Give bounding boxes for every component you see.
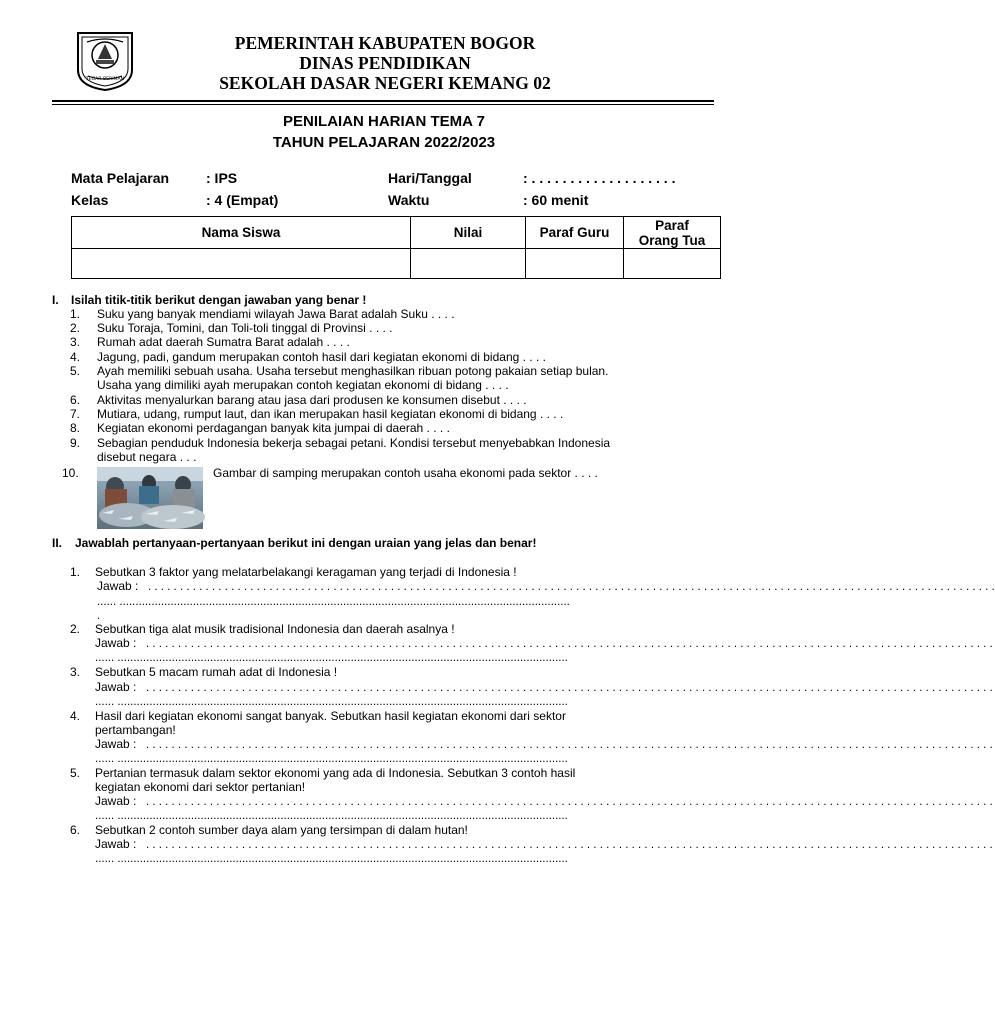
logo-motto: TEGAR BERIMAN	[85, 77, 125, 82]
essay-q1-answer-line2[interactable]: ...... .............................................................................................................................................	[97, 596, 570, 608]
score-cell[interactable]	[411, 249, 526, 279]
essay-q5-number: 5.	[70, 766, 81, 780]
section2-heading: Jawablah pertanyaan-pertanyaan berikut ini dengan uraian yang jelas dan benar!	[75, 536, 537, 550]
q6-number: 6.	[70, 393, 81, 407]
essay-q6-answer-line2[interactable]: ...... .............................................................................................................................................	[95, 853, 568, 865]
header-department: DINAS PENDIDIKAN	[299, 53, 471, 73]
q4-number: 4.	[70, 350, 81, 364]
time-label: Waktu	[388, 192, 430, 208]
parent-initial-cell[interactable]	[624, 249, 721, 279]
time-value: : 60 menit	[523, 192, 589, 208]
essay-q3-answer-label: Jawab :	[95, 680, 137, 694]
q6-text: Aktivitas menyalurkan barang atau jasa dari produsen ke konsumen disebut . . . .	[97, 393, 527, 407]
essay-q1-trailing-dot: .	[97, 610, 101, 622]
essay-q5-answer-line2[interactable]: ...... .............................................................................................................................................	[95, 810, 568, 822]
col-parent-initial-line2: Orang Tua	[638, 232, 706, 248]
q3-number: 3.	[70, 335, 81, 349]
essay-q3-number: 3.	[70, 665, 81, 679]
exam-title: PENILAIAN HARIAN TEMA 7	[283, 113, 485, 130]
essay-q3-answer-line1[interactable]: . . . . . . . . . . . . . . . . . . . . . . . . . . . . . . . . . . . . . . . . . . . . . . . . . . . . . . . . . . . . . . . . . . . . . . . . . . . . . . . . . . . . . . . . . . . . . . . . . . . . . . . . . . . . . . . . . . . . . . . . . . . . . . . . . . . . .	[146, 682, 993, 694]
section2-numeral: II.	[52, 536, 63, 550]
col-parent-initial	[624, 217, 721, 249]
q10-number: 10.	[62, 466, 79, 480]
essay-q1-number: 1.	[70, 565, 81, 579]
score-table-header	[72, 217, 721, 249]
q5-number: 5.	[70, 364, 81, 378]
subject-value: : IPS	[206, 170, 238, 186]
q2-text: Suku Toraja, Tomini, dan Toli-toli tinggal di Provinsi . . . .	[97, 321, 393, 335]
q3-text: Rumah adat daerah Sumatra Barat adalah . . . .	[97, 335, 350, 349]
score-table-row	[72, 249, 721, 279]
essay-q2-text: Sebutkan tiga alat musik tradisional Indonesia dan daerah asalnya !	[95, 622, 455, 636]
essay-q5-answer-label: Jawab :	[95, 794, 137, 808]
q9-text-line2: disebut negara . . .	[97, 450, 197, 464]
essay-q4-answer-line1[interactable]: . . . . . . . . . . . . . . . . . . . . . . . . . . . . . . . . . . . . . . . . . . . . . . . . . . . . . . . . . . . . . . . . . . . . . . . . . . . . . . . . . . . . . . . . . . . . . . . . . . . . . . . . . . . . . . . . . . . . . . . . . . . . . . . . . . . . .	[146, 739, 993, 751]
date-value[interactable]: : . . . . . . . . . . . . . . . . . . .	[523, 170, 676, 186]
header-school: SEKOLAH DASAR NEGERI KEMANG 02	[219, 73, 551, 93]
essay-q6-number: 6.	[70, 823, 81, 837]
date-label: Hari/Tanggal	[388, 170, 472, 186]
essay-q3-answer-line2[interactable]: ...... .............................................................................................................................................	[95, 696, 568, 708]
essay-q6-answer-line1[interactable]: . . . . . . . . . . . . . . . . . . . . . . . . . . . . . . . . . . . . . . . . . . . . . . . . . . . . . . . . . . . . . . . . . . . . . . . . . . . . . . . . . . . . . . . . . . . . . . . . . . . . . . . . . . . . . . . . . . . . . . . . . . . . . . . . . . . . .	[146, 839, 993, 851]
section1-numeral: I.	[52, 293, 59, 307]
essay-q4-text-line1: Hasil dari kegiatan ekonomi sangat banyak. Sebutkan hasil kegiatan ekonomi dari sektor	[95, 709, 566, 723]
essay-q3-text: Sebutkan 5 macam rumah adat di Indonesia !	[95, 665, 338, 679]
essay-q4-number: 4.	[70, 709, 81, 723]
essay-q5-text-line2: kegiatan ekonomi dari sektor pertanian!	[95, 780, 306, 794]
q7-number: 7.	[70, 407, 81, 421]
essay-q2-number: 2.	[70, 622, 81, 636]
q9-number: 9.	[70, 436, 81, 450]
section1-heading: Isilah titik-titik berikut dengan jawaban yang benar !	[71, 293, 367, 307]
essay-q6-text: Sebutkan 2 contoh sumber daya alam yang tersimpan di dalam hutan!	[95, 823, 468, 837]
q8-text: Kegiatan ekonomi perdagangan banyak kita jumpai di daerah . . . .	[97, 421, 450, 435]
essay-q5-answer-line1[interactable]: . . . . . . . . . . . . . . . . . . . . . . . . . . . . . . . . . . . . . . . . . . . . . . . . . . . . . . . . . . . . . . . . . . . . . . . . . . . . . . . . . . . . . . . . . . . . . . . . . . . . . . . . . . . . . . . . . . . . . . . . . . . . . . . . . . . . .	[146, 796, 993, 808]
header-rule-thin	[52, 104, 714, 105]
subject-label: Mata Pelajaran	[71, 170, 170, 186]
class-label: Kelas	[71, 192, 109, 208]
regency-logo	[75, 30, 135, 92]
q5-text-line1: Ayah memiliki sebuah usaha. Usaha tersebut menghasilkan ribuan potong pakaian setiap bulan.	[97, 364, 609, 378]
academic-year: TAHUN PELAJARAN 2022/2023	[272, 134, 496, 151]
q2-number: 2.	[70, 321, 81, 335]
q1-text: Suku yang banyak mendiami wilayah Jawa Barat adalah Suku . . . .	[97, 307, 455, 321]
q10-text: Gambar di samping merupakan contoh usaha ekonomi pada sektor . . . .	[213, 466, 598, 480]
col-teacher-initial: Paraf Guru	[526, 217, 624, 249]
q1-number: 1.	[70, 307, 81, 321]
col-score: Nilai	[411, 217, 526, 249]
q5-text-line2: Usaha yang dimiliki ayah merupakan contoh kegiatan ekonomi di bidang . . . .	[97, 378, 509, 392]
essay-q1-answer-line1[interactable]: . . . . . . . . . . . . . . . . . . . . . . . . . . . . . . . . . . . . . . . . . . . . . . . . . . . . . . . . . . . . . . . . . . . . . . . . . . . . . . . . . . . . . . . . . . . . . . . . . . . . . . . . . . . . . . . . . . . . . . . . . . . . . . . . . . . . .	[148, 581, 995, 593]
score-table	[71, 216, 721, 279]
essay-q4-answer-label: Jawab :	[95, 737, 137, 751]
essay-q1-text: Sebutkan 3 faktor yang melatarbelakangi keragaman yang terjadi di Indonesia !	[95, 565, 517, 579]
essay-q2-answer-label: Jawab :	[95, 636, 137, 650]
fish-market-photo	[97, 467, 203, 529]
class-value: : 4 (Empat)	[206, 192, 279, 208]
col-parent-initial-line1: Paraf	[655, 217, 689, 233]
essay-q4-text-line2: pertambangan!	[95, 723, 176, 737]
q9-text-line1: Sebagian penduduk Indonesia bekerja sebagai petani. Kondisi tersebut menyebabkan Indonesia	[97, 436, 611, 450]
teacher-initial-cell[interactable]	[526, 249, 624, 279]
essay-q2-answer-line1[interactable]: . . . . . . . . . . . . . . . . . . . . . . . . . . . . . . . . . . . . . . . . . . . . . . . . . . . . . . . . . . . . . . . . . . . . . . . . . . . . . . . . . . . . . . . . . . . . . . . . . . . . . . . . . . . . . . . . . . . . . . . . . . . . . . . . . . . . .	[146, 638, 993, 650]
col-student-name: Nama Siswa	[72, 217, 411, 249]
q4-text: Jagung, padi, gandum merupakan contoh hasil dari kegiatan ekonomi di bidang . . . .	[97, 350, 546, 364]
essay-q5-text-line1: Pertanian termasuk dalam sektor ekonomi yang ada di Indonesia. Sebutkan 3 contoh hasil	[95, 766, 576, 780]
essay-q1-answer-label: Jawab :	[97, 579, 139, 593]
q8-number: 8.	[70, 421, 81, 435]
q7-text: Mutiara, udang, rumput laut, dan ikan merupakan hasil kegiatan ekonomi di bidang . . . .	[97, 407, 564, 421]
essay-q2-answer-line2[interactable]: ...... .............................................................................................................................................	[95, 652, 568, 664]
essay-q6-answer-label: Jawab :	[95, 837, 137, 851]
header-rule-thick	[52, 100, 714, 102]
essay-q4-answer-line2[interactable]: ...... .............................................................................................................................................	[95, 753, 568, 765]
student-name-cell[interactable]	[72, 249, 411, 279]
header-government: PEMERINTAH KABUPATEN BOGOR	[234, 33, 536, 53]
